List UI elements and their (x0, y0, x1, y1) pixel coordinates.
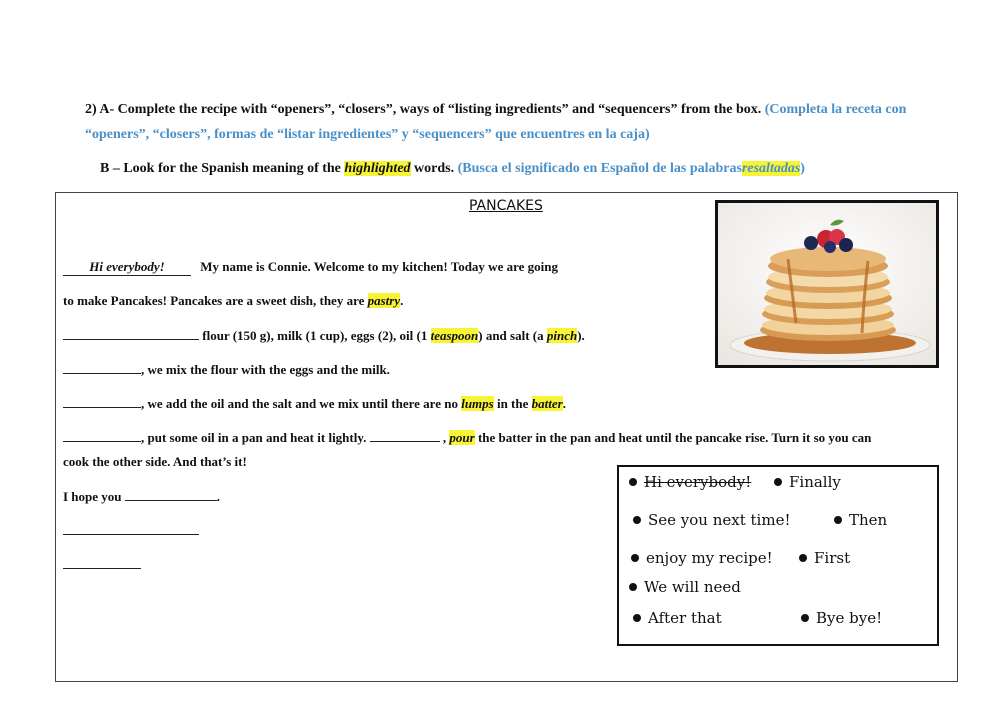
instruction-b (100, 161, 805, 177)
box-item (629, 578, 741, 596)
recipe-title: PANCAKES (469, 198, 543, 214)
recipe-line-6-text: , put some oil in a pan and heat it lightly. (141, 430, 367, 445)
pancake-photo (715, 200, 939, 368)
pancake-image (718, 203, 936, 365)
blank-closer-1[interactable] (125, 488, 217, 501)
bullet-icon (834, 516, 842, 524)
recipe-line-5: , we add the oil and the salt and we mix until there are no lumps in the batter. (63, 395, 566, 412)
blank-sequencer-4[interactable] (370, 429, 440, 442)
recipe-line-6-text-b: the batter in the pan and heat until the pancake rise. Turn it so you can (477, 430, 872, 445)
blank-sequencer-3[interactable] (63, 429, 141, 442)
box-item-text: Hi everybody! (644, 473, 752, 491)
highlight-pinch: pinch (546, 328, 578, 343)
box-item-text: After that (648, 609, 722, 627)
recipe-line-1-text: My name is Connie. Welcome to my kitchen! Today we are going (200, 259, 558, 274)
instruction-a-spanish: (Completa la receta con (764, 102, 907, 117)
recipe-line-2-text: to make Pancakes! Pancakes are a sweet dish, they are (63, 293, 365, 308)
box-item-text: First (814, 549, 851, 567)
box-item-text: We will need (644, 578, 741, 596)
box-item (633, 609, 722, 627)
recipe-line-1 (63, 259, 558, 276)
blank-sequencer-1[interactable] (63, 361, 141, 374)
bullet-icon (633, 614, 641, 622)
box-item (799, 549, 850, 567)
box-item-text: enjoy my recipe! (646, 549, 773, 567)
blank-ingredients[interactable] (63, 327, 199, 340)
box-item (633, 511, 790, 529)
instruction-b-spanish: (Busca el significado en Español de las palabras (457, 161, 742, 176)
instruction-b-lead: B – Look for the Spanish meaning of the (100, 161, 341, 176)
highlighted-word: highlighted (344, 161, 411, 176)
box-item-text: Finally (789, 473, 841, 491)
bullet-icon (629, 583, 637, 591)
recipe-line-10 (63, 556, 141, 573)
box-item-text: See you next time! (648, 511, 791, 529)
box-item-text: Bye bye! (816, 609, 883, 627)
recipe-line-8-text: I hope you (63, 489, 122, 504)
highlight-lumps: lumps (461, 396, 494, 411)
box-item (834, 511, 887, 529)
recipe-line-3 (63, 327, 585, 344)
bullet-icon (801, 614, 809, 622)
box-item (801, 609, 882, 627)
instruction-a-number: 2) A- (85, 102, 115, 117)
resaltadas-word: resaltadas (741, 161, 801, 176)
blank-closer-3[interactable] (63, 556, 141, 569)
bullet-icon (774, 478, 782, 486)
recipe-line-3-text-b: ) and salt (a (478, 328, 544, 343)
recipe-line-4 (63, 361, 390, 378)
word-box (617, 465, 939, 646)
bullet-icon (629, 478, 637, 486)
recipe-line-9 (63, 522, 199, 539)
recipe-line-3-text: flour (150 g), milk (1 cup), eggs (2), oil (1 (202, 328, 428, 343)
box-item (774, 473, 841, 491)
bullet-icon (799, 554, 807, 562)
recipe-line-6 (63, 429, 871, 446)
instruction-b-spanish-end: ) (800, 161, 805, 176)
recipe-line-6-comma: , (442, 430, 447, 445)
box-item (631, 549, 773, 567)
instruction-b-words: words. (414, 161, 455, 176)
box-item (629, 473, 751, 491)
blank-sequencer-2[interactable] (63, 395, 141, 408)
highlight-batter: batter (531, 396, 563, 411)
recipe-line-5-text: , we add the oil and the salt and we mix until there are no (141, 396, 458, 411)
recipe-line-2: to make Pancakes! Pancakes are a sweet dish, they are pastry. (63, 293, 404, 308)
highlight-teaspoon: teaspoon (430, 328, 479, 343)
blank-closer-2[interactable] (63, 522, 199, 535)
recipe-line-5-text-b: in the (496, 396, 529, 411)
recipe-line-4-text: , we mix the flour with the eggs and the milk. (141, 362, 390, 377)
recipe-line-3-text-c: ). (577, 328, 585, 343)
instruction-a-line1 (85, 102, 906, 118)
opener-example: Hi everybody! (63, 259, 191, 276)
highlight-pour: pour (449, 430, 475, 445)
instruction-a-english: Complete the recipe with “openers”, “closers”, ways of “listing ingredients” and “sequencers” from the box. (117, 102, 762, 117)
recipe-line-8: I hope you . (63, 489, 221, 504)
bullet-icon (631, 554, 639, 562)
bullet-icon (633, 516, 641, 524)
recipe-line-7: cook the other side. And that’s it! (63, 454, 247, 469)
instruction-a-line2: “openers”, “closers”, formas de “listar ingredientes” y “sequencers” que encuentres en la caja) (85, 127, 650, 142)
highlight-pastry: pastry (367, 293, 401, 308)
box-item-text: Then (849, 511, 888, 529)
